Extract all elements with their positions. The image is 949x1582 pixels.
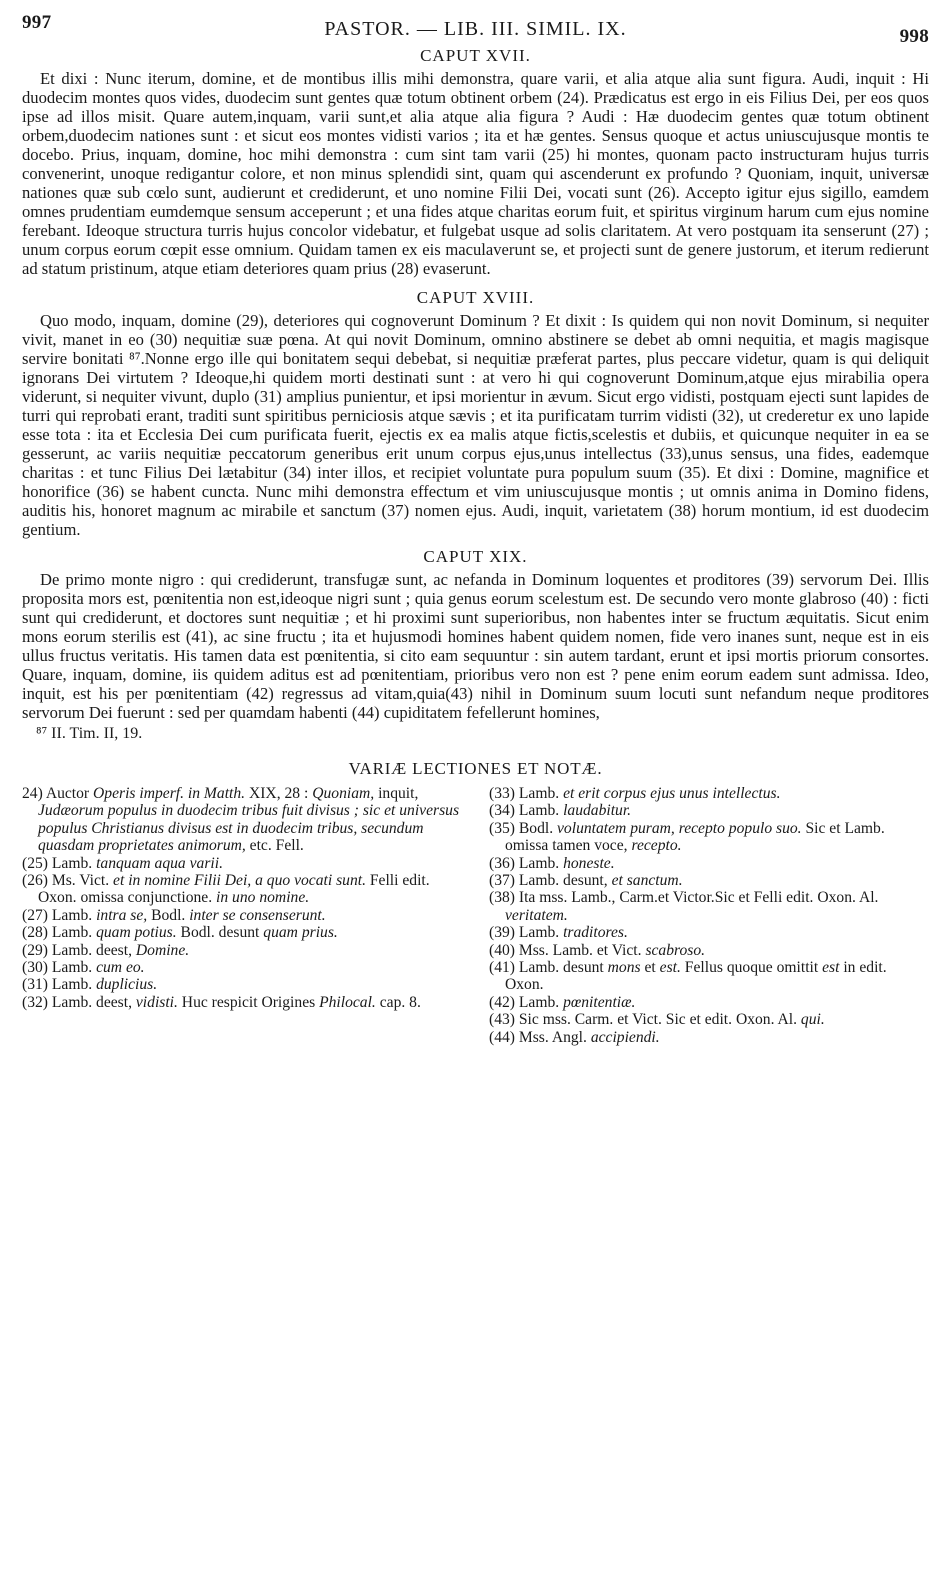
chapter-text: Quo modo, inquam, domine (29), deteriores qui cognoverunt Dominum ? Et dixit : Is quidem qui non novit Dominum, si nequiter vivit, manet in eo (30) nequitiæ suæ pœna. At qui novit Dominum, omnino abstinere se debet ab omni nequitia, et magis magisque servire bonitati ⁸⁷.Nonne ergo ille qui bonitatem sequi debebat, si nequitiæ præferat partes, plus peccare videtur, quam is qui deliquit ignorans Dei virtutem ? Ideoque,hi quidem morti destinati sunt : at vero hi qui cognoverunt Dominum,atque ejus mirabilia opera viderunt, si nequiter vivunt, duplo (31) amplius punientur, et ipsi morientur in ævum. Sicut ergo vidisti, postquam ejecti sunt lapides de turri qui reprobati erant, traditi sunt spiritibus perniciosis atque sævis ; et ita purificatam turrim vidisti (32), ut crederetur ex uno lapide esse tota : ita et Ecclesia Dei cum purificata fuerit, ejectis ex ea malis atque fictis,scelestis et dubiis, et quicunque nequiter in ea se gesserunt, ac variis nequitiæ peccatorum generibus erit unum corpus ejus,unus intellectus (33),unus sensus, una fides, eademque charitas : et tunc Filius Dei lætabitur (34) inter illos, et recipiet voluntate pura populum suum (35). Et dixi : Domine, magnifice et honorifice (36) se habent cuncta. Nunc mihi demonstra effectum et vim uniuscujusque montis ; ut omnis anima in Domino fidens, auditis his, honoret magnum ac mirabile et sanctum (37) nomen ejus. Audi, inquit, varietatem (38) horum montium, id est duodecim gentium.: [22, 311, 929, 539]
notes-column-left: [22, 785, 462, 1046]
note-entry: (40) Mss. Lamb. et Vict. scabroso.: [489, 941, 706, 959]
note-italic-run: Judæorum populus in duodecim tribus fuit divisus ; sic et universus populus Christianus divisus est in duodecim tribus, secundum quasdam proprietates animorum,: [38, 802, 460, 855]
note-italic-run: inter se consenserunt.: [189, 906, 326, 924]
note-italic-run: intra se,: [96, 906, 148, 924]
note-italic-run: et in nomine Filii Dei, a quo vocati sunt.: [113, 872, 366, 890]
chapter-19: [22, 547, 929, 722]
note-italic-run: Operis imperf. in Matth.: [93, 785, 246, 802]
note-entry: (31) Lamb. duplicius.: [22, 976, 158, 994]
chapter-18: [22, 288, 929, 539]
running-header: [22, 12, 929, 47]
note-italic-run: scabroso.: [645, 941, 706, 959]
note-entry: (36) Lamb. honeste.: [489, 854, 615, 872]
footnote: ⁸⁷ II. Tim. II, 19.: [36, 725, 143, 742]
note-entry: (26) Ms. Vict. et in nomine Filii Dei, a quo vocati sunt. Felli edit. Oxon. omissa conjunctione. in uno nomine.: [22, 872, 430, 907]
note-entry: (30) Lamb. cum eo.: [22, 959, 145, 977]
note-entry: (38) Ita mss. Lamb., Carm.et Victor.Sic et Felli edit. Oxon. Al. veritatem.: [489, 889, 879, 924]
chapter-17: [22, 46, 929, 278]
note-italic-run: est.: [659, 959, 681, 977]
note-italic-run: duplicius.: [96, 976, 158, 994]
note-entry: (33) Lamb. et erit corpus ejus unus intellectus.: [489, 785, 781, 802]
note-entry: 24) Auctor Operis imperf. in Matth. XIX, 28 : Quoniam, inquit, Judæorum populus in duodecim tribus fuit divisus ; sic et universus populus Christianus divisus est in duodecim tribus, secundum quasdam proprietates animorum, etc. Fell.: [22, 785, 460, 855]
note-italic-run: et sanctum.: [611, 872, 683, 890]
note-italic-run: qui.: [800, 1011, 825, 1029]
note-italic-run: tanquam aqua varii.: [96, 854, 223, 872]
note-entry: (39) Lamb. traditores.: [489, 924, 628, 942]
page-number-right: 998: [899, 26, 929, 47]
note-entry: (43) Sic mss. Carm. et Vict. Sic et edit. Oxon. Al. qui.: [489, 1011, 825, 1029]
page-number-left: 997: [22, 12, 52, 33]
note-italic-run: quam potius.: [96, 924, 177, 942]
running-title: PASTOR. — LIB. III. SIMIL. IX.: [324, 18, 627, 40]
note-entry: (42) Lamb. pœnitentiæ.: [489, 993, 636, 1011]
note-entry: (44) Mss. Angl. accipiendi.: [489, 1028, 660, 1046]
note-entry: (35) Bodl. voluntatem puram, recepto populo suo. Sic et Lamb. omissa tamen voce, recepto.: [489, 819, 885, 855]
note-italic-run: honeste.: [563, 854, 615, 872]
chapter-text: Et dixi : Nunc iterum, domine, et de montibus illis mihi demonstra, quare varii, et alia atque alia sunt figura. Audi, inquit : Hi duodecim montes quos vides, duodecim sunt gentes quæ totum obtinent orbem (24). Prædicatus est ergo in eis Filius Dei, per eos quos ipse ad illos misit. Quare autem,inquam, varii sunt,et alia atque alia figura ? Audi : Hæ duodecim gentes quæ totum obtinent orbem,duodecim nationes sunt : et sicut eos montes vidisti varios ; ita et hæ gentes. Sensus quoque et actus uniuscujusque montis te docebo. Prius, inquam, domine, hoc mihi demonstra : cum sint tam varii (25) hi montes, quonam pacto instructuram hujus turris convenerint, unoque redigantur colore, et non minus splendidi sint, quam qui ascenderunt ex profundo ? Quoniam, inquit, universæ nationes quæ sub cœlo sunt, audierunt et crediderunt, et uno nomine Filii Dei, vocati sunt (26). Accepto igitur ejus sigillo, eamdem omnes prudentiam eumdemque sensum acceperunt ; et una fides atque charitas eorum fuit, et spiritus virginum harum cum ejus nomine ferebant. Ideoque structura turris hujus concolor videbatur, et fulgebat usque ad solis claritatem. At vero postquam ita senserunt (27) ; unum corpus eorum cœpit esse omnium. Quidam tamen ex eis maculaverunt se, et projecti sunt de genere justorum, et iterum redierunt ad statum pristinum, atque etiam deteriores quam prius (28) evaserunt.: [22, 69, 929, 278]
variant-notes: [22, 785, 929, 1046]
chapter-heading: CAPUT XVII.: [420, 46, 531, 65]
note-italic-run: voluntatem puram, recepto populo suo.: [557, 819, 802, 837]
notes-column-right: [489, 785, 929, 1046]
note-italic-run: vidisti.: [135, 993, 178, 1011]
note-italic-run: Philocal.: [319, 993, 376, 1011]
note-italic-run: laudabitur.: [563, 802, 632, 820]
note-entry: (32) Lamb. deest, vidisti. Huc respicit Origines Philocal. cap. 8.: [22, 993, 421, 1011]
note-italic-run: veritatem.: [505, 906, 568, 924]
note-italic-run: quam prius.: [263, 924, 338, 942]
note-italic-run: pœnitentiæ.: [563, 993, 636, 1011]
chapter-text: De primo monte nigro : qui crediderunt, transfugæ sunt, ac nefanda in Dominum loquentes et proditores (39) servorum Dei. Illis proposita mors est, pœnitentia non est,ideoque nigri sunt ; quia genus eorum scelestum est. De secundo vero monte glabroso (40) : ficti sunt qui crediderunt, et doctores sunt nequitiæ ; et hi proximi sunt superioribus, non habentes inter se fructum æquitatis. Sicut enim mons eorum sterilis est (41), ac sine fructu ; ita et hujusmodi homines habent quidem nomen, fide vero inanes sunt, neque est in eis ullus fructus veritatis. His tamen data est pœnitentia, si cito eam sequuntur : sin autem tardant, erunt et ipsi mortis priorum consortes. Quare, inquam, domine, iis quidem aditus est ad pœnitentiam, prioribus vero non est ? pene enim eorum eadem sunt admissa. Ideo, inquit, est his per pœnitentiam (42) regressus ad vitam,quia(43) nihil in Dominum suum locuti sunt nefandum neque proditores servorum Dei fuerunt : sed per quamdam habenti (44) cupiditatem fefellerunt homines,: [22, 570, 929, 722]
note-italic-run: accipiendi.: [590, 1028, 660, 1046]
note-italic-run: in uno nomine.: [216, 889, 310, 907]
note-italic-run: et erit corpus ejus unus intellectus.: [563, 785, 781, 802]
note-entry: (37) Lamb. desunt, et sanctum.: [489, 872, 683, 890]
note-entry: (29) Lamb. deest, Domine.: [22, 941, 190, 959]
note-italic-run: est: [822, 959, 840, 977]
note-italic-run: Quoniam,: [312, 785, 375, 802]
note-entry: (28) Lamb. quam potius. Bodl. desunt quam prius.: [22, 924, 338, 942]
note-italic-run: cum eo.: [96, 959, 145, 977]
note-italic-run: mons: [607, 959, 641, 977]
note-entry: (25) Lamb. tanquam aqua varii.: [22, 854, 223, 872]
note-italic-run: recepto.: [631, 837, 682, 855]
chapter-heading: CAPUT XIX.: [423, 547, 528, 566]
note-entry: (34) Lamb. laudabitur.: [489, 802, 632, 820]
note-italic-run: traditores.: [563, 924, 628, 942]
chapter-heading: CAPUT XVIII.: [416, 288, 535, 307]
note-entry: (27) Lamb. intra se, Bodl. inter se consenserunt.: [22, 906, 326, 924]
notes-heading: VARIÆ LECTIONES ET NOTÆ.: [348, 759, 603, 778]
note-entry: (41) Lamb. desunt mons et est. Fellus quoque omittit est in edit. Oxon.: [489, 959, 887, 994]
note-italic-run: Domine.: [135, 941, 190, 959]
